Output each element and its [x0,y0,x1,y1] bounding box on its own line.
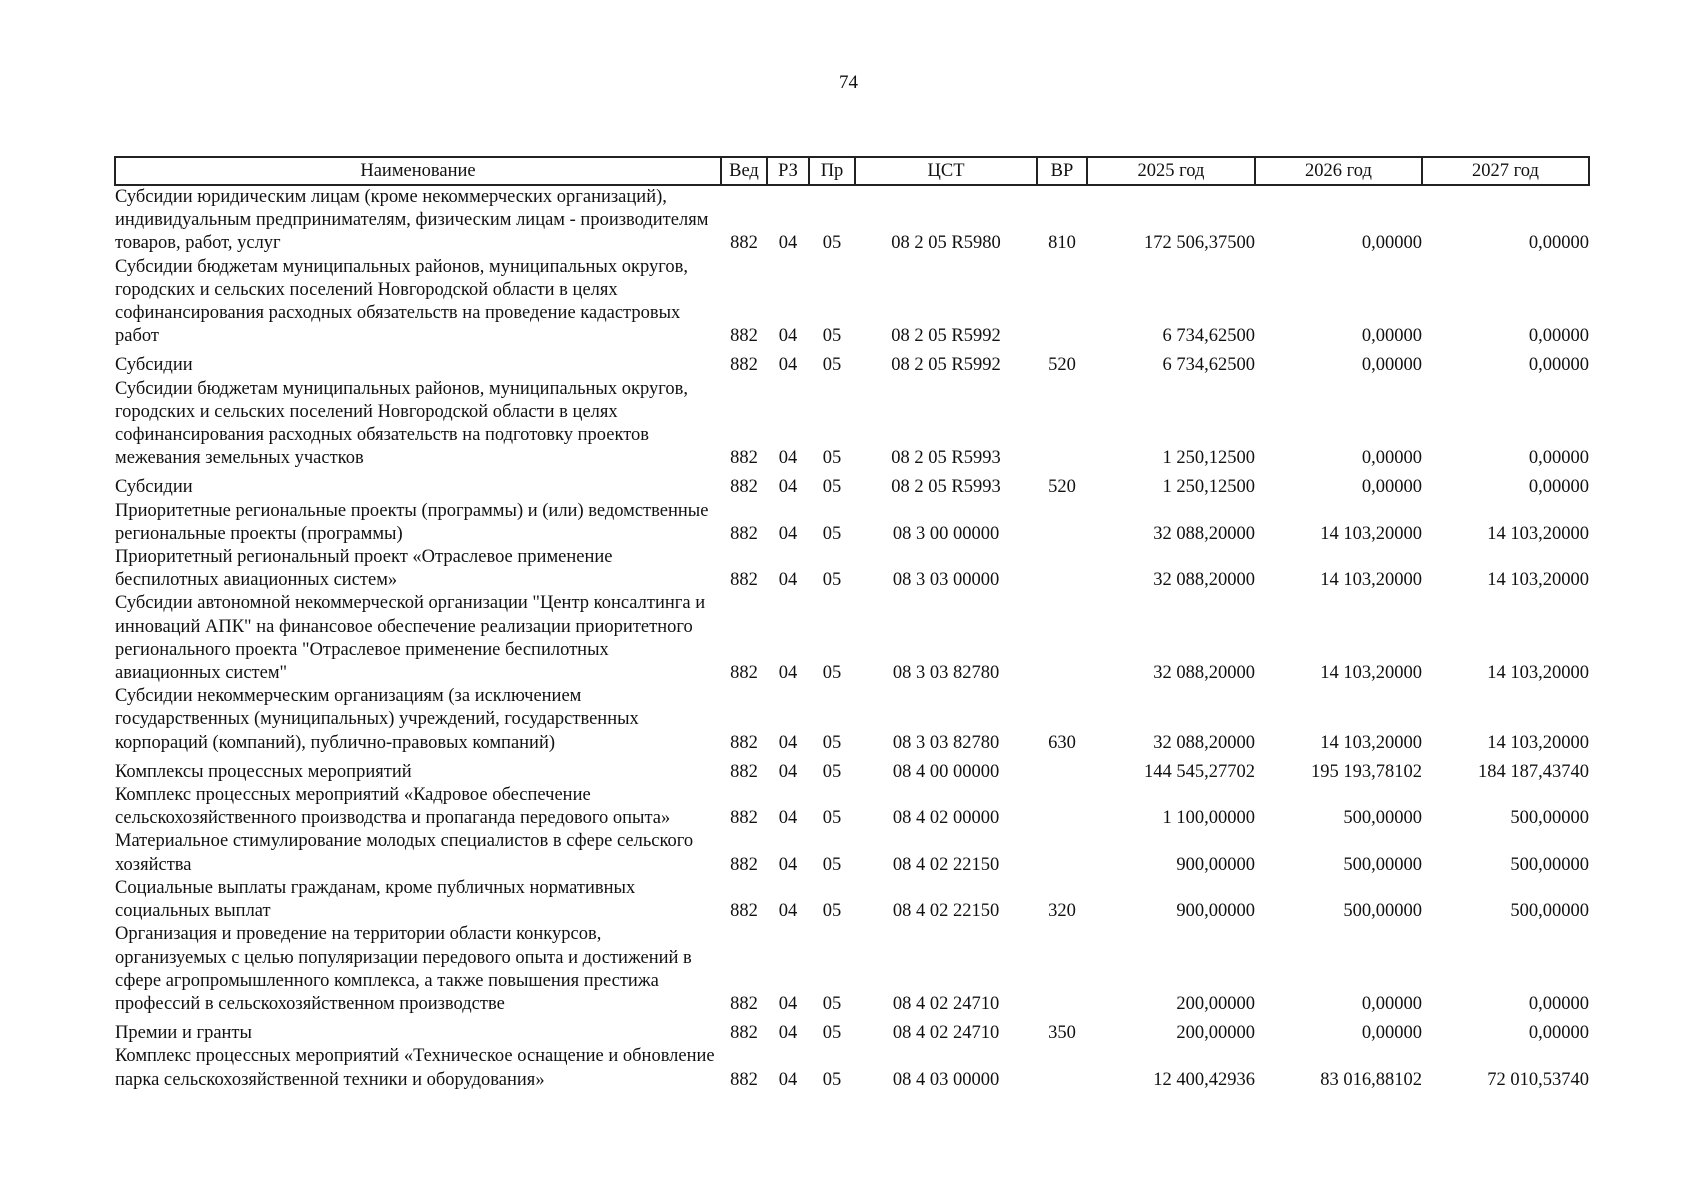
row-pr: 05 [822,1069,842,1090]
table-row [115,500,1589,546]
row-2027: 0,00000 [1528,993,1589,1014]
row-2026: 0,00000 [1361,477,1422,498]
header-row [115,157,1589,185]
row-cst: 08 2 05 R5993 [891,477,1001,498]
row-name: Субсидии бюджетам муниципальных районов, муниципальных округов, городских и сельских поселений Новгородской области в целях софинансирования расходных обязательств на проведение кадастровых работ [115,256,688,347]
row-rz: 04 [778,663,798,684]
row-rz: 04 [778,808,798,829]
row-2025: 200,00000 [1176,993,1255,1014]
row-vr [1037,256,1087,349]
table-row [115,348,1589,377]
row-pr: 05 [822,1023,842,1044]
budget-table [114,156,1590,1092]
row-name: Субсидии некоммерческим организациям (за исключением государственных (муниципальных) учреждений, государственных корпораций (компаний), публично-правовых компаний) [115,686,639,753]
row-pr: 05 [822,761,842,782]
row-name: Приоритетные региональные проекты (программы) и (или) ведомственные региональные проекты (программы) [115,500,709,544]
row-2026: 0,00000 [1361,355,1422,376]
row-rz: 04 [778,448,798,469]
row-2027: 14 103,20000 [1487,732,1589,753]
table-row [115,784,1589,830]
row-2025: 32 088,20000 [1153,732,1255,753]
row-2027: 500,00000 [1510,901,1589,922]
row-cst: 08 2 05 R5980 [891,233,1001,254]
row-ved: 882 [730,901,758,922]
row-cst: 08 3 03 00000 [892,570,1000,591]
row-cst: 08 4 02 00000 [892,808,1000,829]
row-2026: 0,00000 [1361,1023,1422,1044]
row-2027: 14 103,20000 [1487,663,1589,684]
row-pr: 05 [822,663,842,684]
row-ved: 882 [730,1023,758,1044]
row-2026: 83 016,88102 [1320,1069,1422,1090]
row-pr: 05 [822,523,842,544]
row-cst: 08 4 00 00000 [892,761,1000,782]
row-name: Субсидии бюджетам муниципальных районов, муниципальных округов, городских и сельских поселений Новгородской области в целях софинансирования расходных обязательств на подготовку проектов межевания земельных участков [115,378,688,469]
row-rz: 04 [778,1023,798,1044]
row-rz: 04 [778,901,798,922]
row-2025: 1 250,12500 [1162,448,1255,469]
row-2025: 32 088,20000 [1153,570,1255,591]
row-2026: 14 103,20000 [1320,663,1422,684]
row-ved: 882 [730,477,758,498]
row-vr [1037,378,1087,471]
row-name: Организация и проведение на территории области конкурсов, организуемых с целью популяризации передового опыта и достижений в сфере агропромышленного комплекса, а также повышения престижа профессий в сельскохозяйственном производстве [115,924,692,1014]
row-2025: 6 734,62500 [1162,326,1255,347]
row-ved: 882 [730,854,758,875]
row-ved: 882 [730,570,758,591]
row-name: Комплексы процессных мероприятий [115,761,412,782]
row-cst: 08 4 03 00000 [892,1069,1000,1090]
row-ved: 882 [730,808,758,829]
row-cst: 08 4 02 22150 [892,854,1000,875]
row-rz: 04 [778,326,798,347]
table-row [115,830,1589,876]
row-2025: 1 250,12500 [1162,477,1255,498]
row-2025: 144 545,27702 [1144,761,1255,782]
row-rz: 04 [778,732,798,753]
row-rz: 04 [778,355,798,376]
table-row [115,923,1589,1016]
row-2025: 6 734,62500 [1162,355,1255,376]
row-2027: 14 103,20000 [1487,523,1589,544]
header-pr: Пр [809,157,855,185]
row-name: Приоритетный региональный проект «Отраслевое применение беспилотных авиационных систем» [115,547,613,591]
row-pr: 05 [822,732,842,753]
row-2027: 500,00000 [1510,808,1589,829]
row-pr: 05 [822,233,842,254]
header-2026: 2026 год [1255,157,1422,185]
table-row [115,592,1589,685]
row-2025: 900,00000 [1176,901,1255,922]
row-pr: 05 [822,448,842,469]
row-pr: 05 [822,326,842,347]
row-2025: 172 506,37500 [1144,233,1255,254]
row-name: Материальное стимулирование молодых специалистов в сфере сельского хозяйства [115,831,694,875]
row-2027: 0,00000 [1528,326,1589,347]
row-cst: 08 4 02 24710 [892,1023,1000,1044]
row-ved: 882 [730,233,758,254]
table-row [115,185,1589,256]
row-ved: 882 [730,523,758,544]
row-2026: 0,00000 [1361,993,1422,1014]
row-name: Социальные выплаты гражданам, кроме публичных нормативных социальных выплат [115,877,636,922]
row-cst: 08 3 03 82780 [892,663,1000,684]
row-vr [1037,546,1087,592]
row-pr: 05 [822,854,842,875]
row-2027: 0,00000 [1528,477,1589,498]
row-pr: 05 [822,355,842,376]
row-pr: 05 [822,901,842,922]
row-ved: 882 [730,663,758,684]
row-vr [1037,755,1087,784]
row-vr [1037,784,1087,830]
row-name: Комплекс процессных мероприятий «Техническое оснащение и обновление парка сельскохозяйственной техники и оборудования» [115,1046,715,1090]
header-cst: ЦСТ [855,157,1037,185]
row-rz: 04 [778,1069,798,1090]
row-2026: 0,00000 [1361,448,1422,469]
row-vr [1037,592,1087,685]
header-2025: 2025 год [1087,157,1255,185]
table-row [115,1045,1589,1091]
row-2027: 14 103,20000 [1487,570,1589,591]
row-ved: 882 [730,448,758,469]
row-vr: 320 [1048,901,1076,922]
table-header [115,157,1589,185]
row-name: Субсидии юридическим лицам (кроме некоммерческих организаций), индивидуальным предпринимателям, физическим лицам - производителям товаров, работ, услуг [115,187,709,254]
row-vr [1037,923,1087,1016]
row-cst: 08 2 05 R5992 [891,355,1001,376]
row-rz: 04 [778,233,798,254]
table-row [115,256,1589,349]
row-2026: 195 193,78102 [1311,761,1422,782]
row-2025: 12 400,42936 [1153,1069,1255,1090]
header-ved: Вед [721,157,767,185]
row-pr: 05 [822,808,842,829]
header-rz: РЗ [767,157,809,185]
row-vr: 630 [1048,732,1076,753]
row-2025: 32 088,20000 [1153,523,1255,544]
row-pr: 05 [822,993,842,1014]
header-vr: ВР [1037,157,1087,185]
row-cst: 08 3 03 82780 [892,732,1000,753]
row-vr [1037,1045,1087,1091]
table-row [115,1016,1589,1045]
row-ved: 882 [730,993,758,1014]
row-2027: 0,00000 [1528,233,1589,254]
table-body [115,185,1589,1092]
row-ved: 882 [730,732,758,753]
row-cst: 08 2 05 R5993 [891,448,1001,469]
row-name: Субсидии [115,477,193,498]
row-2025: 32 088,20000 [1153,663,1255,684]
row-ved: 882 [730,355,758,376]
table-row [115,378,1589,471]
row-vr [1037,830,1087,876]
row-2026: 500,00000 [1343,854,1422,875]
row-ved: 882 [730,761,758,782]
row-2027: 0,00000 [1528,1023,1589,1044]
row-2026: 0,00000 [1361,326,1422,347]
row-name: Премии и гранты [115,1023,252,1044]
page-number: 74 [839,72,858,93]
table-row [115,755,1589,784]
row-name: Субсидии [115,355,193,376]
row-2026: 0,00000 [1361,233,1422,254]
row-2027: 500,00000 [1510,854,1589,875]
row-rz: 04 [778,523,798,544]
row-vr: 520 [1048,477,1076,498]
table-row [115,685,1589,755]
row-rz: 04 [778,993,798,1014]
row-name: Субсидии автономной некоммерческой организации "Центр консалтинга и инноваций АПК" на финансовое обеспечение реализации приоритетного регионального проекта "Отраслевое применение беспилотных авиационных систем" [115,593,706,684]
row-cst: 08 2 05 R5992 [891,326,1001,347]
row-2025: 1 100,00000 [1162,808,1255,829]
row-2026: 14 103,20000 [1320,732,1422,753]
row-vr: 520 [1048,355,1076,376]
row-2026: 14 103,20000 [1320,570,1422,591]
row-vr: 810 [1048,233,1076,254]
header-2027: 2027 год [1422,157,1589,185]
row-2027: 0,00000 [1528,448,1589,469]
header-name: Наименование [115,157,721,185]
row-pr: 05 [822,570,842,591]
row-rz: 04 [778,570,798,591]
row-2025: 200,00000 [1176,1023,1255,1044]
row-2026: 500,00000 [1343,901,1422,922]
row-cst: 08 4 02 24710 [892,993,1000,1014]
row-name: Комплекс процессных мероприятий «Кадровое обеспечение сельскохозяйственного производства и пропаганда передового опыта» [115,785,671,829]
row-2026: 14 103,20000 [1320,523,1422,544]
row-rz: 04 [778,761,798,782]
row-pr: 05 [822,477,842,498]
row-rz: 04 [778,854,798,875]
row-rz: 04 [778,477,798,498]
table-row [115,546,1589,592]
row-vr [1037,500,1087,546]
row-2027: 184 187,43740 [1478,761,1589,782]
row-cst: 08 3 00 00000 [892,523,1000,544]
row-ved: 882 [730,1069,758,1090]
row-2027: 0,00000 [1528,355,1589,376]
row-2027: 72 010,53740 [1487,1069,1589,1090]
row-ved: 882 [730,326,758,347]
table-row [115,470,1589,499]
row-cst: 08 4 02 22150 [892,901,1000,922]
table-row [115,877,1589,923]
row-2026: 500,00000 [1343,808,1422,829]
row-vr: 350 [1048,1023,1076,1044]
row-2025: 900,00000 [1176,854,1255,875]
